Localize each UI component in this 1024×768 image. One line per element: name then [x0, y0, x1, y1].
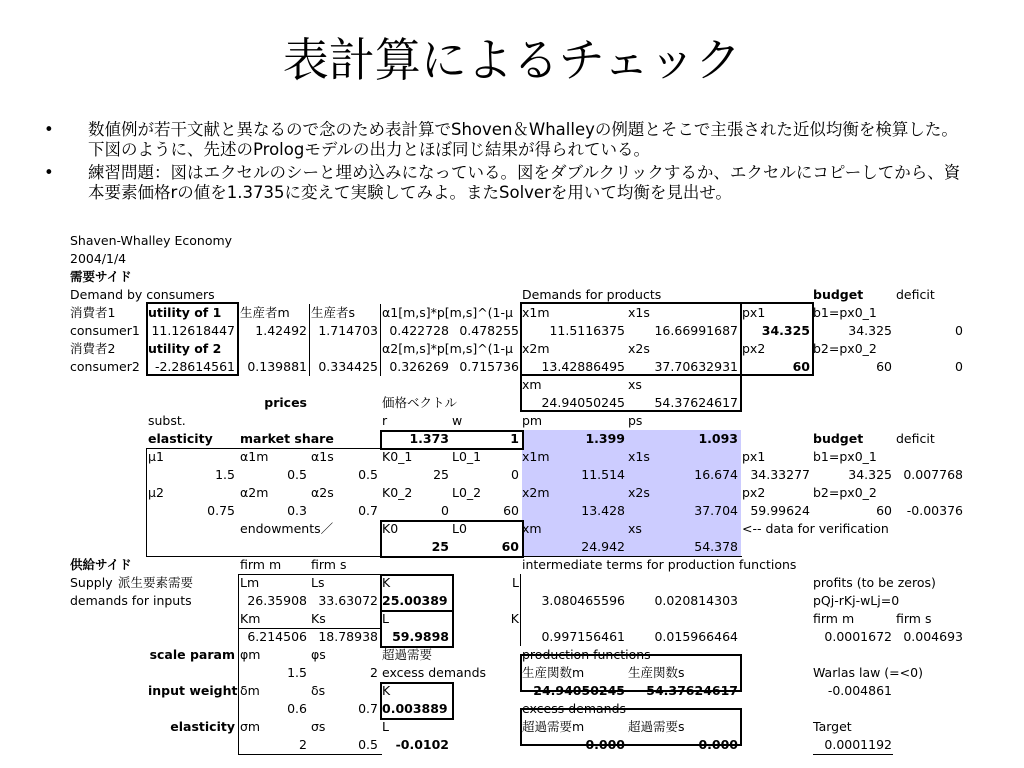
cell-r4h: px1 [742, 305, 766, 320]
cell-r22d: 0.997156461 [541, 629, 625, 644]
cell-r20b: 26.35908 [247, 593, 307, 608]
cell-r4i: b1=px0_1 [813, 305, 877, 320]
cell-r9c: 24.94050245 [541, 395, 625, 410]
cell-r21b: Ks [311, 611, 326, 626]
cell-r5k: 0 [955, 323, 963, 338]
cell-r13a: 1.5 [215, 467, 235, 482]
slide-title: 表計算によるチェック [282, 33, 742, 87]
cell-r13h: 34.33277 [750, 467, 810, 482]
cell-r6e: α2[m,s]*p[m,s]^(1-μ [382, 341, 513, 356]
cell-r22a: 6.214506 [247, 629, 307, 644]
cell-r27c: σs [311, 719, 326, 734]
cell-r4c: 生産者m [240, 305, 290, 320]
cell-r17c: 24.942 [581, 539, 625, 554]
cell-r5f: 0.478255 [459, 323, 519, 338]
cell-r26c: 0.003889 [382, 701, 448, 716]
cell-r25d: K [382, 683, 391, 698]
cell-r8b: xs [628, 377, 642, 392]
grid-line [238, 574, 239, 754]
cell-r26d: excess demands [522, 701, 627, 716]
cell-r27e: 超過需要m [522, 719, 585, 734]
cell-r6a: 消費者2 [70, 341, 116, 356]
cell-r7h: 37.70632931 [654, 359, 738, 374]
cell-r18c: firm s [311, 557, 347, 572]
cell-r17d: 54.378 [694, 539, 738, 554]
cell-r5b: 11.12618447 [151, 323, 235, 338]
cell-r23e: production functions [522, 647, 651, 662]
cell-r4g: x1s [628, 305, 650, 320]
grid-line [146, 448, 147, 556]
cell-r16d: xm [522, 521, 542, 536]
cell-r15d: 0 [441, 503, 449, 518]
cell-r10d: pm [522, 413, 543, 428]
cell-r9b: 価格ベクトル [382, 395, 458, 410]
cell-r7a: consumer2 [70, 359, 140, 374]
cell-r5c: 1.42492 [255, 323, 307, 338]
cell-r11a: elasticity [148, 431, 213, 446]
cell-r13g: 16.674 [694, 467, 738, 482]
cell-r5e: 0.422728 [389, 323, 449, 338]
bullet-list [38, 120, 968, 206]
bullet-mark: • [44, 120, 54, 139]
cell-r12b: α1m [240, 449, 269, 464]
cell-r15e: 60 [503, 503, 519, 518]
cell-r26b: 0.7 [358, 701, 378, 716]
cell-r21a: Km [240, 611, 261, 626]
cell-r14c: α2s [311, 485, 334, 500]
cell-r14h: px2 [742, 485, 766, 500]
cell-r6f: x2m [522, 341, 550, 356]
cell-r20c: 33.63072 [318, 593, 378, 608]
cell-r28a: 2 [299, 737, 307, 752]
cell-r16b: K0 [382, 521, 399, 536]
cell-r15f: 13.428 [581, 503, 625, 518]
cell-r7f: 0.715736 [459, 359, 519, 374]
cell-r5a: consumer1 [70, 323, 140, 338]
cell-r10a: subst. [148, 413, 186, 428]
cell-r16a: endowments／ [240, 521, 334, 536]
cell-r4f: x1m [522, 305, 550, 320]
cell-r28b: 0.5 [358, 737, 378, 752]
grid-line [309, 304, 310, 376]
cell-r22b: 18.78938 [318, 629, 378, 644]
cell-r13d: 25 [433, 467, 449, 482]
cell-r27g: Target [813, 719, 852, 734]
cell-r7i: 60 [792, 359, 810, 374]
cell-r17b: 60 [501, 539, 519, 554]
cell-r24a: 1.5 [287, 665, 307, 680]
cell-r25a: input weight [148, 683, 238, 698]
grid-line [380, 304, 381, 376]
cell-r23d: 超過需要 [382, 647, 433, 662]
cell-r11h: deficit [896, 431, 935, 446]
cell-r13b: 0.5 [287, 467, 307, 482]
cell-r10b: r [382, 413, 388, 428]
cell-r18b: firm m [240, 557, 282, 572]
cell-r12c: α1s [311, 449, 334, 464]
cell-r13e: 0 [511, 467, 519, 482]
cell-r14g: x2s [628, 485, 650, 500]
cell-r22c: 59.9898 [392, 629, 449, 644]
cell-r25f: 54.37624617 [646, 683, 738, 698]
cell-r27f: 超過需要s [628, 719, 685, 734]
cell-r13j: 0.007768 [903, 467, 963, 482]
cell-r19b: 派生要素需要 [118, 575, 194, 590]
cell-r22f: 0.0001672 [824, 629, 892, 644]
cell-r10c: w [452, 413, 463, 428]
cell-r8a: xm [522, 377, 542, 392]
cell-r23a: scale param [149, 647, 235, 662]
cell-r19d: Ls [311, 575, 325, 590]
cell-r9a: prices [264, 395, 307, 410]
cell-r25c: δs [311, 683, 326, 698]
cell-r20g: pQj-rKj-wLj=0 [813, 593, 900, 608]
cell-r12f: x1m [522, 449, 550, 464]
cell-r15c: 0.7 [358, 503, 378, 518]
cell-r10e: ps [628, 413, 643, 428]
cell-r25b: δm [240, 683, 260, 698]
cell-r17a: 25 [431, 539, 449, 554]
cell-r13c: 0.5 [358, 467, 378, 482]
cell-r19g: profits (to be zeros) [813, 575, 936, 590]
cell-r21c: L [382, 611, 389, 626]
cell-r20e: 3.080465596 [541, 593, 625, 608]
cell-r15b: 0.3 [287, 503, 307, 518]
cell-r18d: intermediate terms for production functions [522, 557, 797, 572]
cell-r6i: b2=px0_2 [813, 341, 877, 356]
cell-r18a: 供給サイド [70, 557, 132, 572]
cell-r15g: 37.704 [694, 503, 738, 518]
cell-r14i: b2=px0_2 [813, 485, 877, 500]
grid-line [520, 574, 521, 646]
cell-r12i: b1=px0_1 [813, 449, 877, 464]
cell-r23b: φm [240, 647, 261, 662]
cell-r7k: 0 [955, 359, 963, 374]
cell-r16e: xs [628, 521, 642, 536]
cell-r1a: 2004/1/4 [70, 251, 127, 266]
cell-r12h: px1 [742, 449, 766, 464]
cell-r4e: α1[m,s]*p[m,s]^(1-μ [382, 305, 513, 320]
cell-r26a: 0.6 [287, 701, 307, 716]
cell-r20a: demands for inputs [70, 593, 192, 608]
cell-r24d: 生産関数m [522, 665, 585, 680]
grid-line [238, 304, 239, 376]
cell-r5h: 16.66991687 [654, 323, 738, 338]
cell-r7b: -2.28614561 [154, 359, 235, 374]
cell-r24e: 生産関数s [628, 665, 685, 680]
cell-r7j: 60 [876, 359, 892, 374]
cell-r15h: 59.99624 [750, 503, 810, 518]
grid-line [813, 754, 893, 755]
cell-r11b: market share [240, 431, 334, 446]
cell-r15i: 60 [876, 503, 892, 518]
cell-r11f: 1.093 [698, 431, 738, 446]
cell-r12a: μ1 [148, 449, 164, 464]
cell-r28e: 0.000 [698, 737, 738, 752]
cell-r5i: 34.325 [761, 323, 810, 338]
cell-r7d: 0.334425 [318, 359, 378, 374]
bullet-text-2: 練習問題：図はエクセルのシーと埋め込みになっている。図をダブルクリックするか、エクセルにコピーしてから、資本要素価格rの値を1.3735に変えて実験してみよ。またSolverを用いて均衡を見出せ。 [88, 163, 961, 202]
cell-r11g: budget [813, 431, 864, 446]
cell-r6b: utility of 2 [148, 341, 222, 356]
cell-r19c: Lm [240, 575, 260, 590]
cell-r27d: L [382, 719, 389, 734]
cell-r24f: Warlas law (=<0) [813, 665, 923, 680]
bullet-item-2 [38, 163, 968, 203]
grid-line [238, 574, 382, 575]
cell-r25e: 24.94050245 [533, 683, 625, 698]
cell-r27a: elasticity [170, 719, 235, 734]
cell-r15a: 0.75 [207, 503, 235, 518]
cell-r14e: L0_2 [452, 485, 482, 500]
cell-r6g: x2s [628, 341, 650, 356]
cell-r19a: Supply [70, 575, 113, 590]
cell-r2a: 需要サイド [70, 269, 132, 284]
cell-r5d: 1.714703 [318, 323, 378, 338]
cell-r4b: utility of 1 [148, 305, 222, 320]
cell-r12d: K0_1 [382, 449, 413, 464]
cell-r3a: Demand by consumers [70, 287, 215, 302]
cell-r19f: L [512, 575, 519, 590]
cell-r13f: 11.514 [581, 467, 625, 482]
cell-r16c: L0 [452, 521, 467, 536]
spreadsheet-embed[interactable] [70, 232, 965, 752]
cell-r7c: 0.139881 [247, 359, 307, 374]
cell-r24b: 2 [370, 665, 378, 680]
cell-r5j: 34.325 [848, 323, 892, 338]
cell-r16f: <-- data for verification [742, 521, 889, 536]
cell-r14b: α2m [240, 485, 269, 500]
cell-r24c: excess demands [382, 665, 487, 680]
cell-r7e: 0.326269 [389, 359, 449, 374]
cell-r5g: 11.5116375 [549, 323, 625, 338]
cell-r9d: 54.37624617 [654, 395, 738, 410]
cell-r20f: 0.020814303 [654, 593, 738, 608]
cell-r28d: 0.000 [585, 737, 625, 752]
cell-r11e: 1.399 [585, 431, 625, 446]
cell-r23c: φs [311, 647, 326, 662]
bullet-mark: • [44, 163, 54, 182]
cell-r20d: 25.00389 [382, 593, 448, 608]
cell-r14d: K0_2 [382, 485, 413, 500]
cell-r22e: 0.015966464 [654, 629, 738, 644]
cell-r4d: 生産者s [311, 305, 356, 320]
cell-r13i: 34.325 [848, 467, 892, 482]
cell-r3d: deficit [896, 287, 935, 302]
cell-r14a: μ2 [148, 485, 164, 500]
cell-r19e: K [382, 575, 391, 590]
cell-r11c: 1.373 [409, 431, 449, 446]
cell-r0a: Shaven-Whalley Economy [70, 233, 233, 248]
cell-r28c: -0.0102 [395, 737, 449, 752]
cell-r3c: budget [813, 287, 864, 302]
cell-r12e: L0_1 [452, 449, 482, 464]
cell-r6h: px2 [742, 341, 766, 356]
cell-r15j: -0.00376 [906, 503, 963, 518]
bullet-item-1 [38, 120, 968, 160]
cell-r25g: -0.004861 [827, 683, 892, 698]
cell-r21e: firm m [813, 611, 855, 626]
cell-r4a: 消費者1 [70, 305, 116, 320]
cell-r28f: 0.0001192 [824, 737, 892, 752]
cell-r12g: x1s [628, 449, 650, 464]
grid-line [238, 754, 382, 755]
bullet-text-1: 数値例が若干文献と異なるので念のため表計算でShoven＆Whalleyの例題とそこで主張された近似均衡を検算した。下図のように、先述のPrologモデルの出力とほぼ同じ結果が得られている。 [88, 120, 958, 159]
cell-r7g: 13.42886495 [541, 359, 625, 374]
cell-r21d: K [510, 611, 519, 626]
cell-r22g: 0.004693 [903, 629, 963, 644]
cell-r3b: Demands for products [522, 287, 662, 302]
cell-r14f: x2m [522, 485, 550, 500]
cell-r27b: σm [240, 719, 261, 734]
cell-r11d: 1 [510, 431, 519, 446]
cell-r21f: firm s [896, 611, 932, 626]
